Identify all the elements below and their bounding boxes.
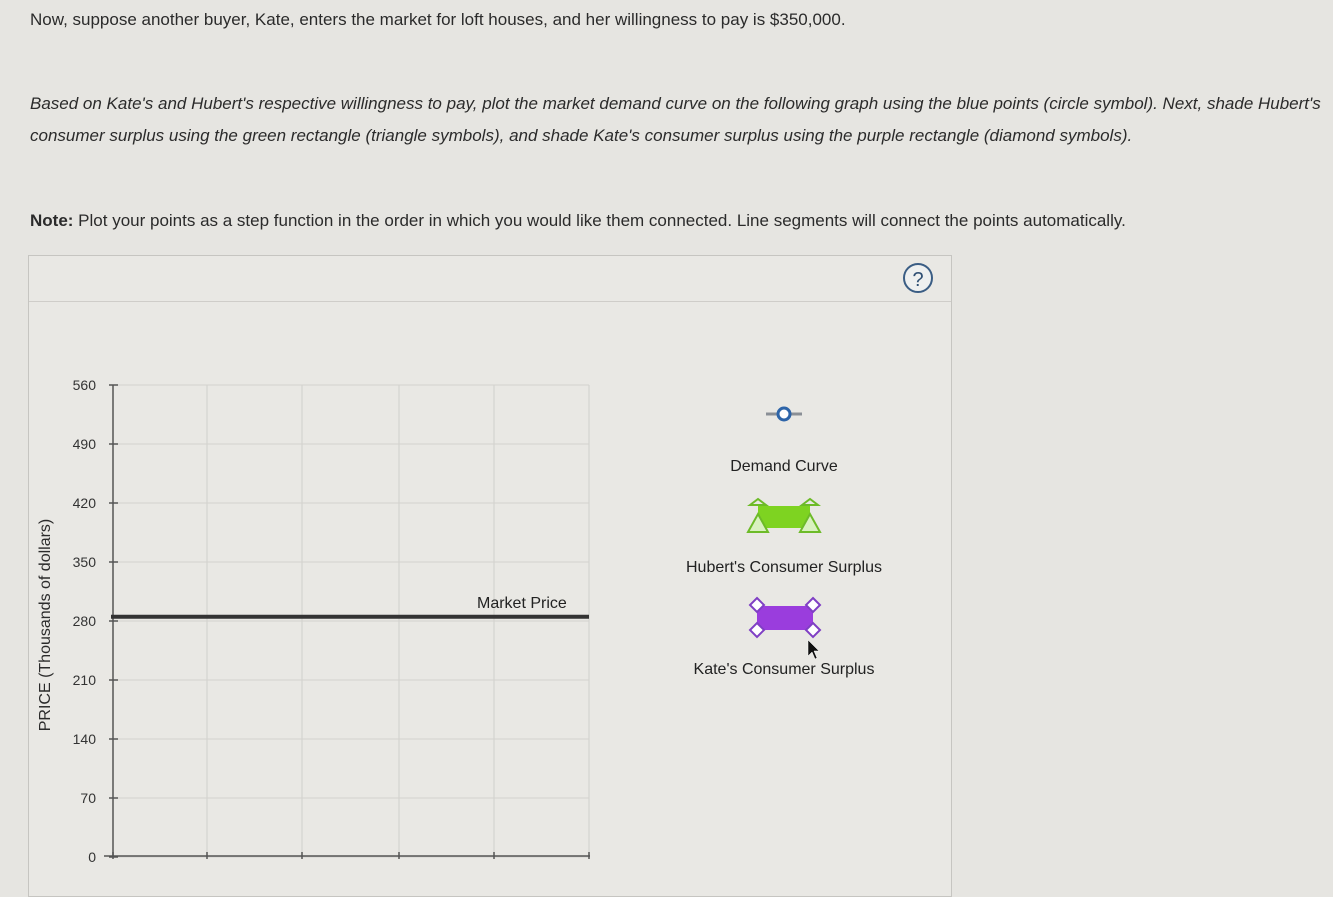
legend-label-demand-curve: Demand Curve [730, 458, 838, 475]
circle-icon [778, 408, 790, 420]
legend-hubert-surplus-tool[interactable] [748, 499, 820, 532]
y-tick-label: 280 [72, 613, 96, 629]
legend-label-kate-surplus: Kate's Consumer Surplus [693, 661, 875, 678]
note-text: Plot your points as a step function in the order in which you would like them connected. Line segments will connect the points automatically. [73, 211, 1126, 230]
triangle-icon [802, 499, 818, 505]
y-tick-label: 0 [88, 849, 96, 865]
y-axis-label: PRICE (Thousands of dollars) [37, 518, 54, 732]
instruction-paragraph-2: Based on Kate's and Hubert's respective willingness to pay, plot the market demand curve on the following graph using the blue points (circle symbol). Next, shade Hubert's consumer surplus using the green rectangle (triangle symbols), and shade Kate's consumer surplus using the purple rectangle (diamond symbols). [30, 94, 1321, 145]
legend-label-hubert-surplus: Hubert's Consumer Surplus [685, 559, 883, 576]
note-label: Note: [30, 211, 74, 230]
y-tick-label: 560 [72, 377, 96, 393]
y-tick-label: 490 [72, 436, 96, 452]
y-tick-label: 140 [72, 731, 96, 747]
gridlines [113, 385, 589, 857]
y-tick-label: 70 [80, 790, 96, 806]
legend-kate-surplus-tool[interactable] [750, 598, 820, 637]
market-price-label: Market Price [477, 595, 567, 612]
y-tick-label: 420 [72, 495, 96, 511]
y-tick-label: 350 [72, 554, 96, 570]
purple-rectangle-icon [757, 606, 813, 630]
y-tick-label: 210 [72, 672, 96, 688]
instruction-paragraph-1: Now, suppose another buyer, Kate, enters the market for loft houses, and her willingness to pay is $350,000. [30, 10, 846, 29]
y-tick-marks [109, 385, 589, 859]
help-button[interactable]: ? [903, 263, 933, 293]
legend-demand-curve-tool[interactable] [766, 408, 802, 420]
mouse-cursor-icon [808, 640, 819, 659]
